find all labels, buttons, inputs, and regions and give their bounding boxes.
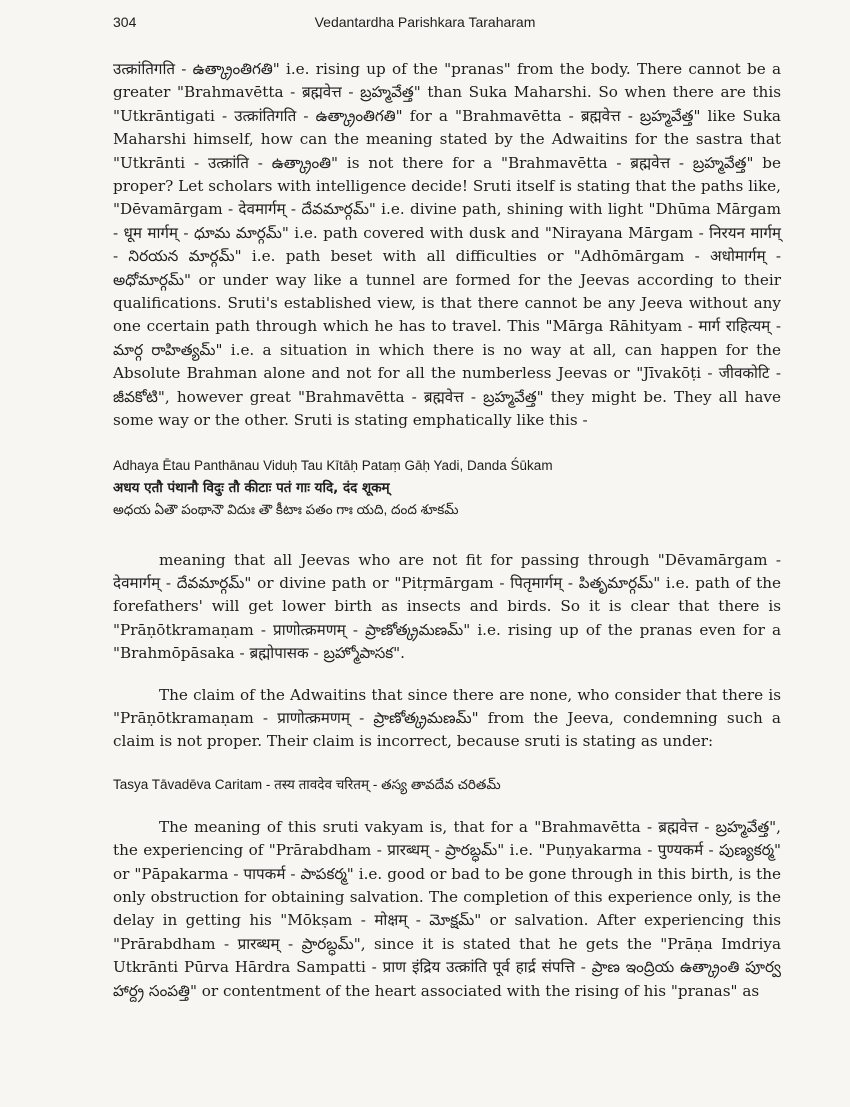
verse-block-1 [113,455,781,521]
page-body [113,58,781,1003]
paragraph-1: उत्क्रांतिगति - ఉత్క్రాంతిగతి" i.e. rising up of the "pranas" from the body. There cannot be a greater "Brahmavētta - ब्रह्मवेत्त - బ్రహ్మవేత్త" than Suka Maharshi. So when there are this "Utkrāntigati - उत्क्रांतिगति - ఉత్క్రాంతిగతి" for a "Brahmavētta - ब्रह्मवेत्त - బ్రహ్మవేత్త" like Suka Maharshi himself, how can the meaning stated by the Adwaitins for the sastra that "Utkrānti - उत्क्रांति - ఉత్క్రాంతి" is not there for a "Brahmavētta - ब्रह्मवेत्त - బ్రహ్మవేత్త" be proper? Let scholars with intelligence decide! Sruti itself is stating that the paths like, "Dēvamārgam - देवमार्गम् - దేవమార్గమ్" i.e. divine path, shining with light "Dhūma Mārgam - धूम मार्गम् - ధూమ మార్గమ్" i.e. path covered with dusk and "Nirayana Mārgam - निरयन मार्गम् - నిరయన మార్గమ్" i.e. path beset with all difficulties or "Adhōmārgam - अधोमार्गम् - అధోమార్గమ్" or under way like a tunnel are formed for the Jeevas according to their qualifications. Sruti's established view, is that there cannot be any Jeeva without any one ccertain path through which he has to travel. This "Mārga Rāhityam - मार्ग राहित्यम् - మార్గ రాహిత్యమ్" i.e. a situation in which there is no way at all, can happen for the Absolute Brahman alone and not for all the numberless Jeevas or "Jīvakōṭi - जीवकोटि - జీవకోటి", however great "Brahmavētta - ब्रह्मवेत्त - బ్రహ్మవేత్త" they might be. They all have some way or the other. Sruti is stating emphatically like this - [113,60,781,430]
verse-telugu: అధయ ఏతౌ పంథానౌ విదుః తౌ కీటాః పతం గాః యది, దంద శూకమ్ [113,501,459,517]
paragraph-2: meaning that all Jeevas who are not fit for passing through "Dēvamārgam - देवमार्गम् - దేవమార్గమ్" or divine path or "Pitṛmārgam - पितृमार्गम् - పితృమార్గమ్" i.e. path of the forefathers' will get lower birth as insects and birds. So it is clear that there is "Prāṇōtkramaṇam - प्राणोत्क्रमणम् - ప్రాణోత్క్రమణమ్" i.e. rising up of the pranas even for a "Brahmōpāsaka - ब्रह्मोपासक - బ్రహ్మోపాసక". [113,550,781,663]
running-title: Vedantardha Parishkara Taraharam [314,14,536,30]
verse-block-2 [113,774,781,796]
page-number: 304 [113,14,137,30]
paragraph-4: The meaning of this sruti vakyam is, that for a "Brahmavētta - ब्रह्मवेत्त - బ్రహ్మవేత్త", the experiencing of "Prārabdham - प्रारब्धम् - ప్రారబ్ధమ్" i.e. "Puṇyakarma - पुण्यकर्म - పుణ్యకర్మ" or "Pāpakarma - पापकर्म - పాపకర్మ" i.e. good or bad to be gone through in this birth, is the only obstruction for obtaining salvation. The completion of this experience only, is the delay in getting his "Mōkṣam - मोक्षम् - మోక్షమ్" or salvation. After experiencing this "Prārabdham - प्रारब्धम् - ప్రారబ్ధమ్", since it is stated that he gets the "Prāṇa Imdriya Utkrānti Pūrva Hārdra Sampatti - प्राण इंद्रिय उत्क्रांति पूर्व हार्द्र संपत्ति - ప్రాణ ఇంద్రియ ఉత్క్రాంతి పూర్వ హార్ద్ర సంపత్తి" or contentment of the heart associated with the rising of his "pranas" as [113,817,781,1000]
verse-devanagari: अधय एतौ पंथानौ विदुः तौ कीटाः पतं गाः यदि, दंद शूकम् [113,479,390,496]
verse-line: Tasya Tāvadēva Caritam - तस्य तावदेव चरितम् - తస్య తావదేవ చరితమ్ [113,776,501,792]
paragraph-3: The claim of the Adwaitins that since there are none, who consider that there is "Prāṇōtkramaṇam - प्राणोत्क्रमणम् - ప్రాణోత్క్రమణమ్" from the Jeeva, condemning such a claim is not proper. Their claim is incorrect, because sruti is stating as under: [113,685,781,751]
page-header [0,14,850,36]
verse-transliteration: Adhaya Ētau Panthānau Viduḥ Tau Kītāḥ Pataṃ Gāḥ Yadi, Danda Śūkam [113,457,553,473]
